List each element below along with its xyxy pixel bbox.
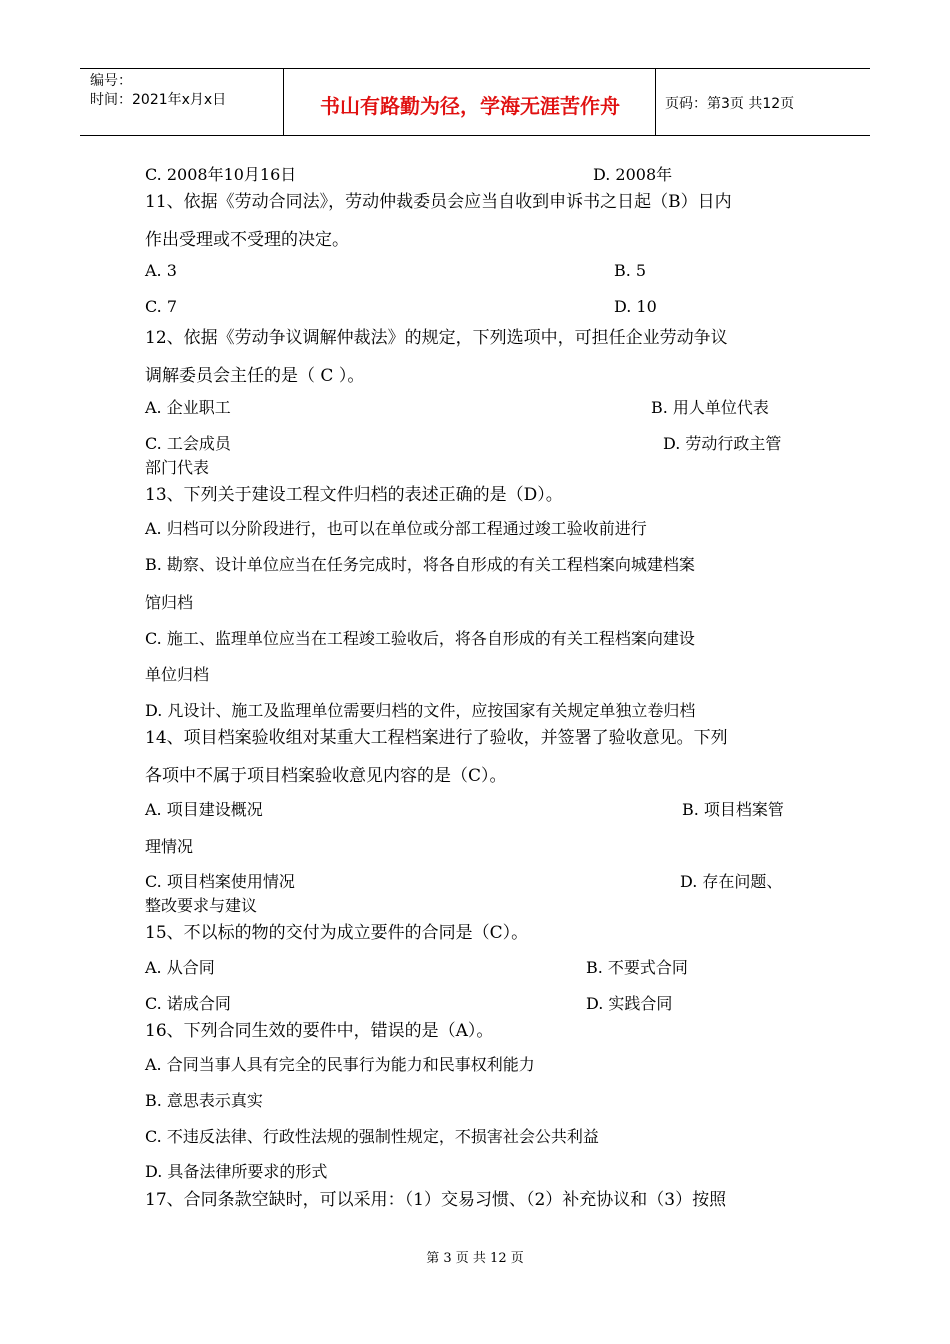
option-left: A. 项目建设概况	[145, 800, 263, 819]
option-right: D. 10	[614, 297, 657, 316]
body-text: B. 意思表示真实	[145, 1091, 263, 1110]
option-right: D. 劳动行政主管	[663, 434, 782, 453]
option-left: C. 诺成合同	[145, 994, 231, 1013]
body-text: C. 施工、监理单位应当在工程竣工验收后，将各自形成的有关工程档案向建设	[145, 629, 695, 648]
option-left: C. 工会成员	[145, 434, 231, 453]
option-right: B. 项目档案管	[682, 800, 784, 819]
question-text: 调解委员会主任的是（ C ）。	[145, 366, 365, 386]
body-text: 部门代表	[145, 458, 210, 477]
option-left: A. 3	[145, 261, 177, 280]
question-text: 15、不以标的物的交付为成立要件的合同是（C）。	[145, 923, 529, 943]
header-divider-1	[283, 68, 284, 136]
header-motto: 书山有路勤为径，学海无涯苦作舟	[320, 94, 620, 118]
question-text: 16、下列合同生效的要件中，错误的是（A）。	[145, 1021, 494, 1041]
question-text: 12、依据《劳动争议调解仲裁法》的规定，下列选项中，可担任企业劳动争议	[145, 328, 728, 348]
body-text: C. 不违反法律、行政性法规的强制性规定，不损害社会公共利益	[145, 1127, 599, 1146]
body-text: 馆归档	[145, 593, 194, 612]
body-text: B. 勘察、设计单位应当在任务完成时，将各自形成的有关工程档案向城建档案	[145, 555, 695, 574]
header-page-label: 页码：第3页 共12页	[665, 96, 795, 112]
page-header	[80, 68, 870, 136]
body-text: 整改要求与建议	[145, 896, 258, 915]
option-right: B. 5	[614, 261, 647, 280]
body-text: A. 合同当事人具有完全的民事行为能力和民事权利能力	[145, 1055, 535, 1074]
header-divider-2	[655, 68, 656, 136]
option-left: A. 从合同	[145, 958, 215, 977]
option-right: D. 2008年	[593, 165, 673, 184]
option-right: B. 不要式合同	[586, 958, 688, 977]
body-text: 单位归档	[145, 665, 210, 684]
time-label: 时间：2021年x月x日	[90, 92, 227, 108]
option-left: C. 7	[145, 297, 178, 316]
option-right: D. 存在问题、	[680, 872, 783, 891]
question-text: 14、项目档案验收组对某重大工程档案进行了验收，并签署了验收意见。下列	[145, 728, 728, 748]
body-text: D. 具备法律所要求的形式	[145, 1162, 328, 1181]
code-label: 编号：	[90, 73, 132, 89]
option-right: B. 用人单位代表	[651, 398, 769, 417]
option-right: D. 实践合同	[586, 994, 673, 1013]
question-text: 17、合同条款空缺时，可以采用：（1）交易习惯、（2）补充协议和（3）按照	[145, 1190, 727, 1210]
question-text: 各项中不属于项目档案验收意见内容的是（C）。	[145, 766, 507, 786]
option-left: C. 项目档案使用情况	[145, 872, 295, 891]
header-bottom-rule	[80, 135, 870, 136]
question-text: 作出受理或不受理的决定。	[145, 230, 349, 250]
body-text: A. 归档可以分阶段进行，也可以在单位或分部工程通过竣工验收前进行	[145, 519, 647, 538]
header-left-cell	[90, 72, 226, 110]
option-left: C. 2008年10月16日	[145, 165, 297, 184]
question-text: 11、依据《劳动合同法》，劳动仲裁委员会应当自收到申诉书之日起（B）日内	[145, 192, 732, 212]
body-text: D. 凡设计、施工及监理单位需要归档的文件，应按国家有关规定单独立卷归档	[145, 701, 696, 720]
option-left: A. 企业职工	[145, 398, 231, 417]
body-text: 理情况	[145, 837, 194, 856]
question-text: 13、下列关于建设工程文件归档的表述正确的是（D）。	[145, 485, 563, 505]
header-top-rule	[80, 68, 870, 69]
page-footer: 第 3 页 共 12 页	[426, 1251, 524, 1266]
